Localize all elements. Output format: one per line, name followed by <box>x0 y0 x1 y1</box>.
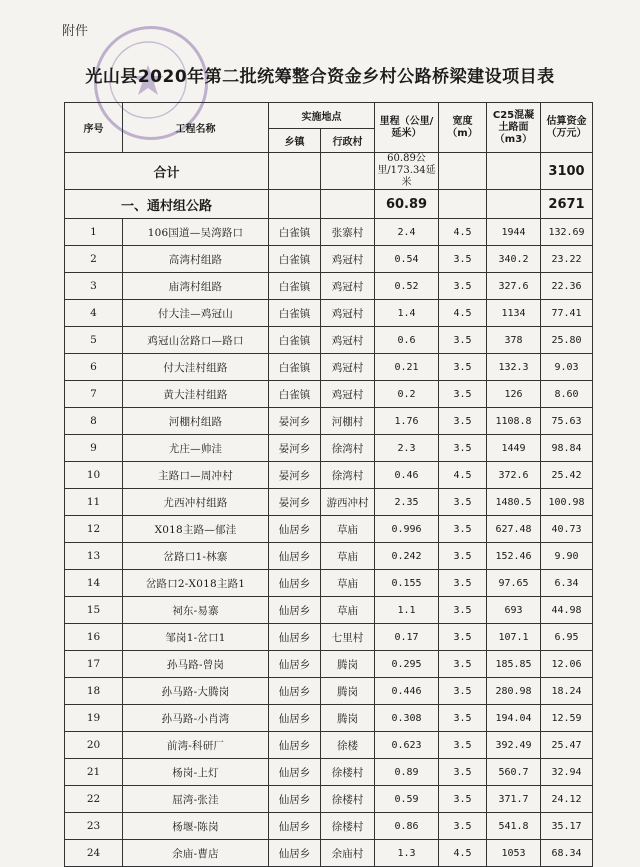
town-cell: 白雀镇 <box>269 219 321 246</box>
length-cell: 1.3 <box>375 840 439 867</box>
concrete-cell: 1449 <box>487 435 541 462</box>
town-cell: 仙居乡 <box>269 759 321 786</box>
section-width <box>439 190 487 219</box>
town-cell: 仙居乡 <box>269 597 321 624</box>
table-row <box>65 435 593 462</box>
village-cell: 草庙 <box>321 516 375 543</box>
length-cell: 1.76 <box>375 408 439 435</box>
town-cell: 仙居乡 <box>269 543 321 570</box>
town-cell: 仙居乡 <box>269 813 321 840</box>
length-cell: 0.295 <box>375 651 439 678</box>
name-cell: 庙湾村组路 <box>123 273 269 300</box>
name-cell: 岔路口1-林寨 <box>123 543 269 570</box>
seq-cell: 11 <box>65 489 123 516</box>
length-cell: 0.2 <box>375 381 439 408</box>
length-cell: 0.155 <box>375 570 439 597</box>
concrete-cell: 627.48 <box>487 516 541 543</box>
town-cell: 晏河乡 <box>269 462 321 489</box>
length-cell: 0.6 <box>375 327 439 354</box>
attachment-label: 附件 <box>62 24 89 39</box>
table-row <box>65 705 593 732</box>
name-cell: X018主路—郁洼 <box>123 516 269 543</box>
seq-cell: 18 <box>65 678 123 705</box>
town-cell: 仙居乡 <box>269 705 321 732</box>
village-cell: 鸡冠村 <box>321 381 375 408</box>
name-cell: 前湾-科研厂 <box>123 732 269 759</box>
header-length: 里程（公里/延米） <box>375 103 439 153</box>
funds-cell: 25.42 <box>541 462 593 489</box>
total-funds: 3100 <box>541 153 593 190</box>
project-table <box>64 102 593 867</box>
table-row <box>65 759 593 786</box>
name-cell: 孙马路-大腾岗 <box>123 678 269 705</box>
length-cell: 0.86 <box>375 813 439 840</box>
table-row <box>65 840 593 867</box>
funds-cell: 44.98 <box>541 597 593 624</box>
funds-cell: 77.41 <box>541 300 593 327</box>
concrete-cell: 97.65 <box>487 570 541 597</box>
village-cell: 徐楼村 <box>321 786 375 813</box>
concrete-cell: 1108.8 <box>487 408 541 435</box>
length-cell: 0.308 <box>375 705 439 732</box>
length-cell: 0.89 <box>375 759 439 786</box>
name-cell: 黄大洼村组路 <box>123 381 269 408</box>
concrete-cell: 194.04 <box>487 705 541 732</box>
seq-cell: 17 <box>65 651 123 678</box>
village-cell: 鸡冠村 <box>321 300 375 327</box>
seq-cell: 8 <box>65 408 123 435</box>
town-cell: 晏河乡 <box>269 408 321 435</box>
length-cell: 0.54 <box>375 246 439 273</box>
village-cell: 腾岗 <box>321 678 375 705</box>
concrete-cell: 378 <box>487 327 541 354</box>
town-cell: 晏河乡 <box>269 489 321 516</box>
section-concrete <box>487 190 541 219</box>
funds-cell: 100.98 <box>541 489 593 516</box>
town-cell: 仙居乡 <box>269 786 321 813</box>
name-cell: 杨堰-陈岗 <box>123 813 269 840</box>
length-cell: 0.623 <box>375 732 439 759</box>
seq-cell: 19 <box>65 705 123 732</box>
concrete-cell: 132.3 <box>487 354 541 381</box>
table-row <box>65 732 593 759</box>
width-cell: 3.5 <box>439 489 487 516</box>
length-cell: 1.1 <box>375 597 439 624</box>
village-cell: 草庙 <box>321 570 375 597</box>
town-cell: 白雀镇 <box>269 273 321 300</box>
total-width <box>439 153 487 190</box>
village-cell: 鸡冠村 <box>321 246 375 273</box>
seq-cell: 14 <box>65 570 123 597</box>
village-cell: 张寨村 <box>321 219 375 246</box>
seq-cell: 20 <box>65 732 123 759</box>
name-cell: 高湾村组路 <box>123 246 269 273</box>
funds-cell: 98.84 <box>541 435 593 462</box>
section-funds: 2671 <box>541 190 593 219</box>
seq-cell: 2 <box>65 246 123 273</box>
seq-cell: 10 <box>65 462 123 489</box>
table-row <box>65 597 593 624</box>
width-cell: 3.5 <box>439 624 487 651</box>
funds-cell: 9.03 <box>541 354 593 381</box>
width-cell: 4.5 <box>439 219 487 246</box>
seq-cell: 7 <box>65 381 123 408</box>
funds-cell: 22.36 <box>541 273 593 300</box>
name-cell: 岔路口2-X018主路1 <box>123 570 269 597</box>
width-cell: 3.5 <box>439 597 487 624</box>
width-cell: 3.5 <box>439 732 487 759</box>
seq-cell: 1 <box>65 219 123 246</box>
seq-cell: 24 <box>65 840 123 867</box>
name-cell: 屈湾-张洼 <box>123 786 269 813</box>
funds-cell: 12.06 <box>541 651 593 678</box>
name-cell: 孙马路-小肖湾 <box>123 705 269 732</box>
width-cell: 3.5 <box>439 759 487 786</box>
length-cell: 0.46 <box>375 462 439 489</box>
name-cell: 鸡冠山岔路口—路口 <box>123 327 269 354</box>
village-cell: 鸡冠村 <box>321 327 375 354</box>
name-cell: 付大洼—鸡冠山 <box>123 300 269 327</box>
seq-cell: 22 <box>65 786 123 813</box>
table-row <box>65 651 593 678</box>
total-town <box>269 153 321 190</box>
width-cell: 4.5 <box>439 462 487 489</box>
name-cell: 杨岗-上灯 <box>123 759 269 786</box>
total-row <box>65 153 593 190</box>
name-cell: 余庙-曹店 <box>123 840 269 867</box>
village-cell: 七里村 <box>321 624 375 651</box>
name-cell: 河棚村组路 <box>123 408 269 435</box>
seq-cell: 21 <box>65 759 123 786</box>
length-cell: 0.52 <box>375 273 439 300</box>
village-cell: 腾岗 <box>321 705 375 732</box>
town-cell: 仙居乡 <box>269 732 321 759</box>
length-cell: 2.35 <box>375 489 439 516</box>
funds-cell: 8.60 <box>541 381 593 408</box>
table-row <box>65 813 593 840</box>
seq-cell: 4 <box>65 300 123 327</box>
length-cell: 2.3 <box>375 435 439 462</box>
width-cell: 3.5 <box>439 813 487 840</box>
width-cell: 4.5 <box>439 840 487 867</box>
table-row <box>65 786 593 813</box>
width-cell: 3.5 <box>439 327 487 354</box>
funds-cell: 9.90 <box>541 543 593 570</box>
funds-cell: 75.63 <box>541 408 593 435</box>
section-row <box>65 190 593 219</box>
seq-cell: 13 <box>65 543 123 570</box>
seq-cell: 16 <box>65 624 123 651</box>
width-cell: 3.5 <box>439 786 487 813</box>
village-cell: 鸡冠村 <box>321 354 375 381</box>
funds-cell: 25.80 <box>541 327 593 354</box>
seq-cell: 5 <box>65 327 123 354</box>
funds-cell: 32.94 <box>541 759 593 786</box>
table-row <box>65 624 593 651</box>
total-length: 60.89公里/173.34延米 <box>375 153 439 190</box>
table-row <box>65 570 593 597</box>
concrete-cell: 541.8 <box>487 813 541 840</box>
length-cell: 2.4 <box>375 219 439 246</box>
name-cell: 付大洼村组路 <box>123 354 269 381</box>
section-village <box>321 190 375 219</box>
concrete-cell: 280.98 <box>487 678 541 705</box>
table-row <box>65 516 593 543</box>
length-cell: 1.4 <box>375 300 439 327</box>
concrete-cell: 1944 <box>487 219 541 246</box>
width-cell: 3.5 <box>439 651 487 678</box>
header-seq: 序号 <box>65 103 123 153</box>
town-cell: 仙居乡 <box>269 651 321 678</box>
village-cell: 徐湾村 <box>321 435 375 462</box>
name-cell: 尤庄—帅洼 <box>123 435 269 462</box>
concrete-cell: 560.7 <box>487 759 541 786</box>
width-cell: 3.5 <box>439 570 487 597</box>
concrete-cell: 107.1 <box>487 624 541 651</box>
seq-cell: 3 <box>65 273 123 300</box>
table-row <box>65 462 593 489</box>
table-row <box>65 300 593 327</box>
header-location: 实施地点 <box>269 103 375 129</box>
concrete-cell: 185.85 <box>487 651 541 678</box>
name-cell: 106国道—吴湾路口 <box>123 219 269 246</box>
seq-cell: 15 <box>65 597 123 624</box>
name-cell: 祠东-易寨 <box>123 597 269 624</box>
section-town <box>269 190 321 219</box>
village-cell: 余庙村 <box>321 840 375 867</box>
funds-cell: 35.17 <box>541 813 593 840</box>
concrete-cell: 1053 <box>487 840 541 867</box>
table-row <box>65 246 593 273</box>
total-concrete <box>487 153 541 190</box>
village-cell: 河棚村 <box>321 408 375 435</box>
width-cell: 3.5 <box>439 705 487 732</box>
town-cell: 仙居乡 <box>269 840 321 867</box>
village-cell: 徐湾村 <box>321 462 375 489</box>
concrete-cell: 126 <box>487 381 541 408</box>
header-town: 乡镇 <box>269 129 321 153</box>
section-length: 60.89 <box>375 190 439 219</box>
village-cell: 草庙 <box>321 597 375 624</box>
width-cell: 4.5 <box>439 300 487 327</box>
width-cell: 3.5 <box>439 273 487 300</box>
concrete-cell: 693 <box>487 597 541 624</box>
width-cell: 3.5 <box>439 435 487 462</box>
village-cell: 徐楼 <box>321 732 375 759</box>
town-cell: 晏河乡 <box>269 435 321 462</box>
concrete-cell: 340.2 <box>487 246 541 273</box>
table-row <box>65 273 593 300</box>
seq-cell: 9 <box>65 435 123 462</box>
village-cell: 腾岗 <box>321 651 375 678</box>
length-cell: 0.446 <box>375 678 439 705</box>
village-cell: 徐楼村 <box>321 759 375 786</box>
town-cell: 仙居乡 <box>269 624 321 651</box>
town-cell: 白雀镇 <box>269 327 321 354</box>
village-cell: 草庙 <box>321 543 375 570</box>
concrete-cell: 1134 <box>487 300 541 327</box>
town-cell: 仙居乡 <box>269 516 321 543</box>
concrete-cell: 392.49 <box>487 732 541 759</box>
length-cell: 0.21 <box>375 354 439 381</box>
table-row <box>65 408 593 435</box>
table-row <box>65 354 593 381</box>
town-cell: 白雀镇 <box>269 246 321 273</box>
table-row <box>65 678 593 705</box>
concrete-cell: 372.6 <box>487 462 541 489</box>
town-cell: 白雀镇 <box>269 381 321 408</box>
funds-cell: 25.47 <box>541 732 593 759</box>
funds-cell: 24.12 <box>541 786 593 813</box>
seq-cell: 23 <box>65 813 123 840</box>
funds-cell: 6.95 <box>541 624 593 651</box>
town-cell: 仙居乡 <box>269 678 321 705</box>
funds-cell: 40.73 <box>541 516 593 543</box>
funds-cell: 12.59 <box>541 705 593 732</box>
town-cell: 仙居乡 <box>269 570 321 597</box>
header-village: 行政村 <box>321 129 375 153</box>
width-cell: 3.5 <box>439 543 487 570</box>
town-cell: 白雀镇 <box>269 300 321 327</box>
length-cell: 0.59 <box>375 786 439 813</box>
total-village <box>321 153 375 190</box>
section-label: 一、通村组公路 <box>65 190 269 219</box>
table-row <box>65 219 593 246</box>
funds-cell: 23.22 <box>541 246 593 273</box>
width-cell: 3.5 <box>439 516 487 543</box>
village-cell: 鸡冠村 <box>321 273 375 300</box>
width-cell: 3.5 <box>439 381 487 408</box>
town-cell: 白雀镇 <box>269 354 321 381</box>
width-cell: 3.5 <box>439 408 487 435</box>
header-width: 宽度（m） <box>439 103 487 153</box>
header-concrete: C25混凝土路面（m3） <box>487 103 541 153</box>
name-cell: 孙马路-曾岗 <box>123 651 269 678</box>
concrete-cell: 152.46 <box>487 543 541 570</box>
seq-cell: 12 <box>65 516 123 543</box>
funds-cell: 18.24 <box>541 678 593 705</box>
name-cell: 邹岗1-岔口1 <box>123 624 269 651</box>
header-name: 工程名称 <box>123 103 269 153</box>
funds-cell: 6.34 <box>541 570 593 597</box>
concrete-cell: 371.7 <box>487 786 541 813</box>
seq-cell: 6 <box>65 354 123 381</box>
village-cell: 徐楼村 <box>321 813 375 840</box>
width-cell: 3.5 <box>439 246 487 273</box>
village-cell: 游西冲村 <box>321 489 375 516</box>
table-row <box>65 543 593 570</box>
width-cell: 3.5 <box>439 678 487 705</box>
funds-cell: 132.69 <box>541 219 593 246</box>
concrete-cell: 1480.5 <box>487 489 541 516</box>
total-label: 合计 <box>65 153 269 190</box>
table-row <box>65 381 593 408</box>
table-row <box>65 327 593 354</box>
length-cell: 0.17 <box>375 624 439 651</box>
name-cell: 尤西冲村组路 <box>123 489 269 516</box>
funds-cell: 68.34 <box>541 840 593 867</box>
length-cell: 0.996 <box>375 516 439 543</box>
length-cell: 0.242 <box>375 543 439 570</box>
header-funds: 估算资金（万元） <box>541 103 593 153</box>
concrete-cell: 327.6 <box>487 273 541 300</box>
document-title: 光山县2020年第二批统筹整合资金乡村公路桥梁建设项目表 <box>85 67 555 87</box>
table-row <box>65 489 593 516</box>
width-cell: 3.5 <box>439 354 487 381</box>
name-cell: 主路口—周冲村 <box>123 462 269 489</box>
